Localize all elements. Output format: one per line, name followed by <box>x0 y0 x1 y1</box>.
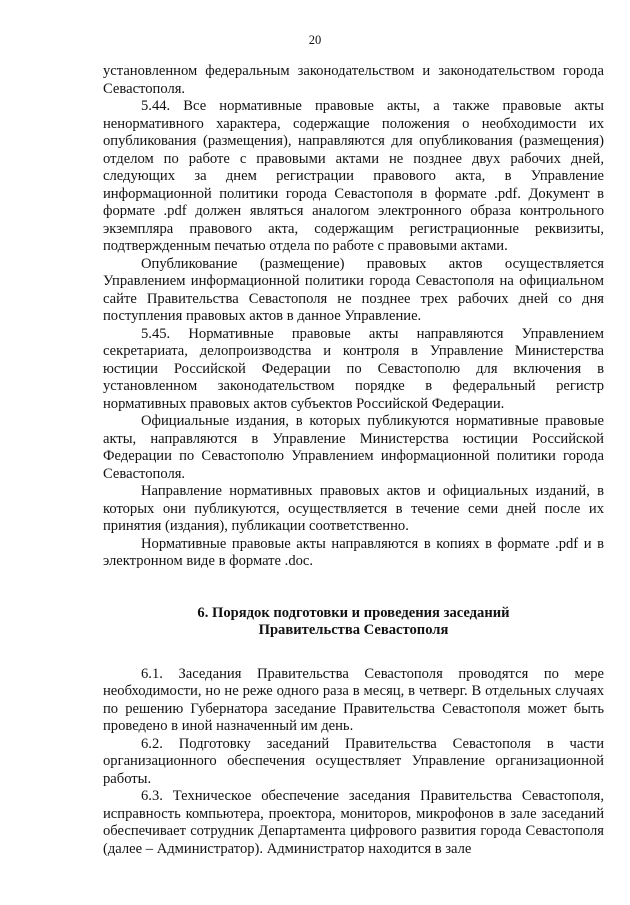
page-number: 20 <box>308 33 322 47</box>
paragraph: Официальные издания, в которых публикуются нормативные правовые акты, направляются в Управление Министерства юстиции Российской Федерации по Севастополю Управлением информационной политики города Севастополя. <box>103 413 604 482</box>
section-heading-line: 6. Порядок подготовки и проведения заседаний <box>197 604 510 621</box>
section-heading-line: Правительства Севастополя <box>258 622 449 638</box>
document-body <box>103 63 604 858</box>
paragraph: установленном федеральным законодательством и законодательством города Севастополя. <box>103 63 604 97</box>
paragraph: Нормативные правовые акты направляются в копиях в формате .pdf и в электронном виде в формате .doc. <box>103 535 604 569</box>
paragraph: Опубликование (размещение) правовых актов осуществляется Управлением информационной политики города Севастополя на официальном сайте Правительства Севастополя не позднее трех рабочих дней со дня поступления правовых актов в данное Управление. <box>103 255 604 324</box>
paragraph-6-2: 6.2. Подготовку заседаний Правительства Севастополя в части организационного обеспечения осуществляет Управление организационной работы. <box>103 735 604 787</box>
paragraph-5-44: 5.44. Все нормативные правовые акты, а также правовые акты ненормативного характера, содержащие положения о необходимости их опубликования (размещения), направляются для опубликования (размещения) отделом по работе с правовыми актами не позднее двух рабочих дней, следующих за днем регистрации правового акта, в Управление информационной политики города Севастополя в формате .pdf. Документ в формате .pdf должен являться аналогом электронного образа контрольного экземпляра правового акта, содержащим регистрационные реквизиты, подтвержденным печатью отдела по работе с правовыми актами. <box>103 98 604 254</box>
paragraph-5-45: 5.45. Нормативные правовые акты направляются Управлением секретариата, делопроизводства и контроля в Управление Министерства юстиции Российской Федерации по Севастополю для включения в установленном законодательством порядке в федеральный регистр нормативных правовых актов субъектов Российской Федерации. <box>103 325 604 412</box>
paragraph-6-3: 6.3. Техническое обеспечение заседания Правительства Севастополя, исправность компьютера, проектора, мониторов, микрофонов в зале заседаний обеспечивает сотрудник Департамента цифрового развития города Севастополя (далее – Администратор). Администратор находится в зале <box>103 788 604 857</box>
paragraph: Направление нормативных правовых актов и официальных изданий, в которых они публикуются, осуществляется в течение семи дней после их принятия (издания), публикации соответственно. <box>103 483 604 534</box>
section-heading <box>103 605 604 640</box>
paragraph-6-1: 6.1. Заседания Правительства Севастополя проводятся по мере необходимости, но не реже одного раза в месяц, в четверг. В отдельных случаях по решению Губернатора заседание Правительства Севастополя может быть проведено в иной назначенный им день. <box>103 665 604 734</box>
